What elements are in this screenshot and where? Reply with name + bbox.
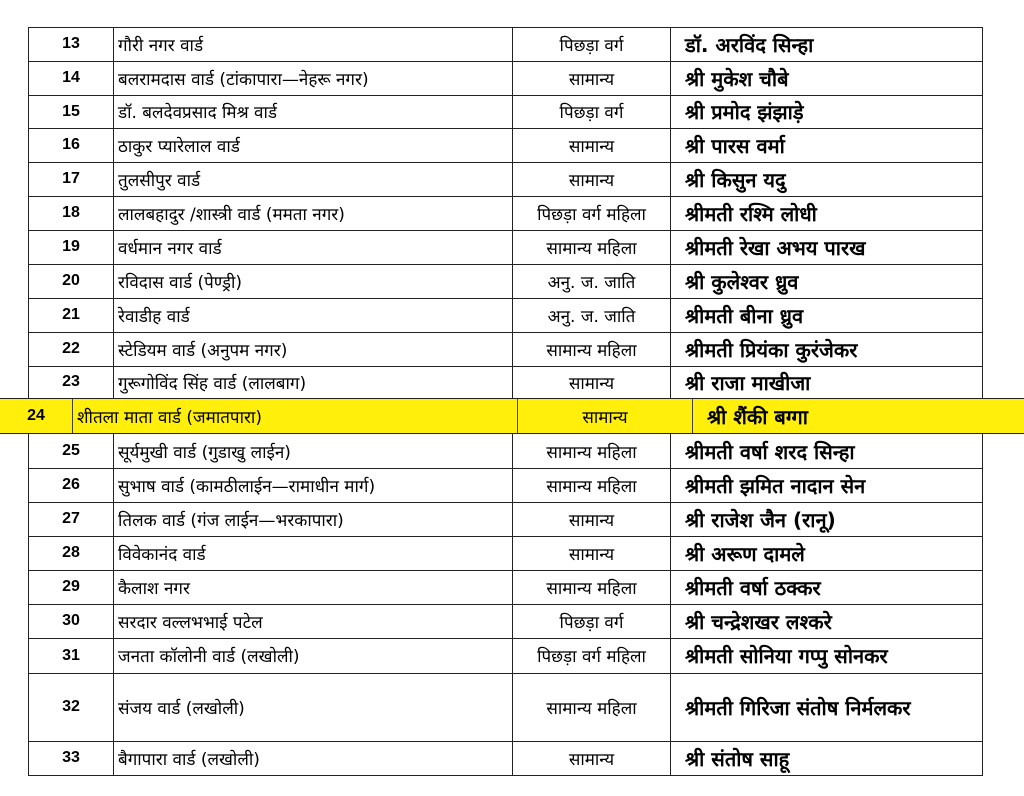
table-row	[0, 298, 1024, 332]
ward-name: रविदास वार्ड (पेण्ड्री)	[113, 264, 512, 298]
table-row	[0, 366, 1024, 398]
reservation-category: सामान्य महिला	[512, 230, 670, 264]
table-right-border	[982, 638, 983, 673]
row-divider	[28, 230, 983, 231]
row-divider	[28, 162, 983, 163]
ward-number: 23	[28, 366, 113, 398]
row-divider	[28, 61, 983, 62]
table-right-border	[982, 196, 983, 230]
row-divider	[28, 264, 983, 265]
table-row	[0, 162, 1024, 196]
candidate-name: श्री पारस वर्मा	[670, 128, 982, 162]
reservation-category: अनु. ज. जाति	[512, 298, 670, 332]
ward-number: 13	[28, 27, 113, 61]
ward-name: लालबहादुर /शास्त्री वार्ड (ममता नगर)	[113, 196, 512, 230]
table-right-border	[982, 468, 983, 502]
reservation-category: पिछड़ा वर्ग	[512, 604, 670, 638]
table-row	[0, 536, 1024, 570]
ward-name: संजय वार्ड (लखोली)	[113, 673, 512, 741]
row-divider	[28, 638, 983, 639]
row-divider	[28, 196, 983, 197]
ward-name: शीतला माता वार्ड (जमातपारा)	[72, 399, 517, 433]
reservation-category: सामान्य	[512, 162, 670, 196]
reservation-category: सामान्य महिला	[512, 673, 670, 741]
ward-number: 33	[28, 741, 113, 775]
table-right-border	[982, 128, 983, 162]
ward-number: 21	[28, 298, 113, 332]
row-divider	[28, 332, 983, 333]
ward-name: वर्धमान नगर वार्ड	[113, 230, 512, 264]
ward-number: 32	[28, 673, 113, 741]
table-right-border	[982, 264, 983, 298]
ward-number: 28	[28, 536, 113, 570]
ward-number: 15	[28, 95, 113, 128]
ward-name: गुरूगोविंद सिंह वार्ड (लालबाग)	[113, 366, 512, 398]
ward-name: गौरी नगर वार्ड	[113, 27, 512, 61]
row-divider	[28, 502, 983, 503]
candidate-name: श्रीमती रश्मि लोधी	[670, 196, 982, 230]
table-row	[0, 434, 1024, 468]
reservation-category: पिछड़ा वर्ग महिला	[512, 638, 670, 673]
candidate-name: श्री संतोष साहू	[670, 741, 982, 775]
row-divider	[28, 570, 983, 571]
table-right-border	[982, 570, 983, 604]
reservation-category: सामान्य महिला	[512, 434, 670, 468]
reservation-category: सामान्य महिला	[512, 332, 670, 366]
table-right-border	[982, 332, 983, 366]
row-divider	[28, 298, 983, 299]
table-row	[0, 128, 1024, 162]
ward-number: 16	[28, 128, 113, 162]
ward-name: स्टेडियम वार्ड (अनुपम नगर)	[113, 332, 512, 366]
reservation-category: सामान्य	[512, 536, 670, 570]
table-right-border	[982, 536, 983, 570]
ward-name: तुलसीपुर वार्ड	[113, 162, 512, 196]
ward-number: 18	[28, 196, 113, 230]
candidate-name: श्रीमती वर्षा शरद सिन्हा	[670, 434, 982, 468]
table-row	[0, 61, 1024, 95]
ward-name: सुभाष वार्ड (कामठीलाईन—रामाधीन मार्ग)	[113, 468, 512, 502]
candidate-name: श्रीमती बीना ध्रुव	[670, 298, 982, 332]
ward-number: 30	[28, 604, 113, 638]
candidate-name: श्रीमती रेखा अभय पारख	[670, 230, 982, 264]
candidate-name: श्री अरूण दामले	[670, 536, 982, 570]
table-row	[0, 196, 1024, 230]
table-row	[0, 95, 1024, 128]
ward-name: तिलक वार्ड (गंज लाईन—भरकापारा)	[113, 502, 512, 536]
reservation-category: सामान्य महिला	[512, 468, 670, 502]
row-divider	[28, 775, 983, 776]
candidate-name: श्री चन्द्रेशखर लश्करे	[670, 604, 982, 638]
reservation-category: पिछड़ा वर्ग	[512, 27, 670, 61]
table-row	[0, 570, 1024, 604]
table-right-border	[982, 604, 983, 638]
table-right-border	[982, 61, 983, 95]
row-divider	[28, 536, 983, 537]
ward-number: 29	[28, 570, 113, 604]
table-right-border	[982, 95, 983, 128]
reservation-category: अनु. ज. जाति	[512, 264, 670, 298]
table-right-border	[982, 298, 983, 332]
candidate-name: श्री राजा माखीजा	[670, 366, 982, 398]
ward-name: सरदार वल्लभभाई पटेल	[113, 604, 512, 638]
table-row	[0, 27, 1024, 61]
table-right-border	[982, 162, 983, 196]
row-divider	[28, 398, 983, 399]
candidate-name: श्रीमती सोनिया गप्पु सोनकर	[670, 638, 982, 673]
table-row	[0, 468, 1024, 502]
candidate-name: श्री मुकेश चौबे	[670, 61, 982, 95]
candidate-name: श्रीमती गिरिजा संतोष निर्मलकर	[670, 673, 982, 741]
table-row	[0, 638, 1024, 673]
ward-name: ठाकुर प्यारेलाल वार्ड	[113, 128, 512, 162]
table-right-border	[982, 27, 983, 61]
candidate-name: श्री कुलेश्वर ध्रुव	[670, 264, 982, 298]
table-right-border	[982, 366, 983, 398]
ward-number: 20	[28, 264, 113, 298]
ward-number: 26	[28, 468, 113, 502]
table-row	[0, 673, 1024, 741]
candidate-name: श्रीमती वर्षा ठक्कर	[670, 570, 982, 604]
candidate-name: श्री शैंकी बग्गा	[692, 399, 1024, 433]
table-row	[0, 741, 1024, 775]
table-row	[0, 264, 1024, 298]
row-divider	[28, 673, 983, 674]
row-divider	[28, 366, 983, 367]
ward-number: 31	[28, 638, 113, 673]
reservation-category: पिछड़ा वर्ग महिला	[512, 196, 670, 230]
ward-name: रेवाडीह वार्ड	[113, 298, 512, 332]
table-right-border	[982, 434, 983, 468]
row-divider	[28, 604, 983, 605]
reservation-category: सामान्य	[512, 128, 670, 162]
table-row	[0, 604, 1024, 638]
candidate-name: श्री किसुन यदु	[670, 162, 982, 196]
candidate-name: श्री प्रमोद झंझाड़े	[670, 95, 982, 128]
table-right-border	[982, 230, 983, 264]
ward-name: डॉ. बलदेवप्रसाद मिश्र वार्ड	[113, 95, 512, 128]
reservation-category: सामान्य	[512, 502, 670, 536]
ward-name: सूर्यमुखी वार्ड (गुडाखु लाईन)	[113, 434, 512, 468]
ward-number: 22	[28, 332, 113, 366]
ward-name: विवेकानंद वार्ड	[113, 536, 512, 570]
candidate-name: श्रीमती प्रियंका कुरंजेकर	[670, 332, 982, 366]
row-divider	[28, 95, 983, 96]
ward-number: 24	[27, 407, 45, 424]
ward-number: 14	[28, 61, 113, 95]
reservation-category: सामान्य	[517, 399, 692, 433]
ward-name: बलरामदास वार्ड (टांकापारा—नेहरू नगर)	[113, 61, 512, 95]
ward-name: बैगापारा वार्ड (लखोली)	[113, 741, 512, 775]
reservation-category: सामान्य	[512, 61, 670, 95]
table-row-highlighted	[0, 398, 1024, 434]
reservation-category: पिछड़ा वर्ग	[512, 95, 670, 128]
candidate-name: श्रीमती झमित नादान सेन	[670, 468, 982, 502]
ward-number: 25	[28, 434, 113, 468]
ward-number: 17	[28, 162, 113, 196]
table-row	[0, 502, 1024, 536]
table-right-border	[982, 673, 983, 741]
candidate-name: श्री राजेश जैन (रानू)	[670, 502, 982, 536]
row-divider	[28, 128, 983, 129]
ward-name: कैलाश नगर	[113, 570, 512, 604]
table-right-border	[982, 502, 983, 536]
reservation-category: सामान्य महिला	[512, 570, 670, 604]
table-row	[0, 332, 1024, 366]
reservation-category: सामान्य	[512, 366, 670, 398]
row-divider	[28, 468, 983, 469]
candidate-name: डॉ. अरविंद सिन्हा	[670, 27, 982, 61]
reservation-category: सामान्य	[512, 741, 670, 775]
ward-number: 27	[28, 502, 113, 536]
ward-number: 19	[28, 230, 113, 264]
row-divider	[28, 27, 983, 28]
table-right-border	[982, 741, 983, 775]
table-row	[0, 230, 1024, 264]
row-divider	[28, 741, 983, 742]
ward-name: जनता कॉलोनी वार्ड (लखोली)	[113, 638, 512, 673]
